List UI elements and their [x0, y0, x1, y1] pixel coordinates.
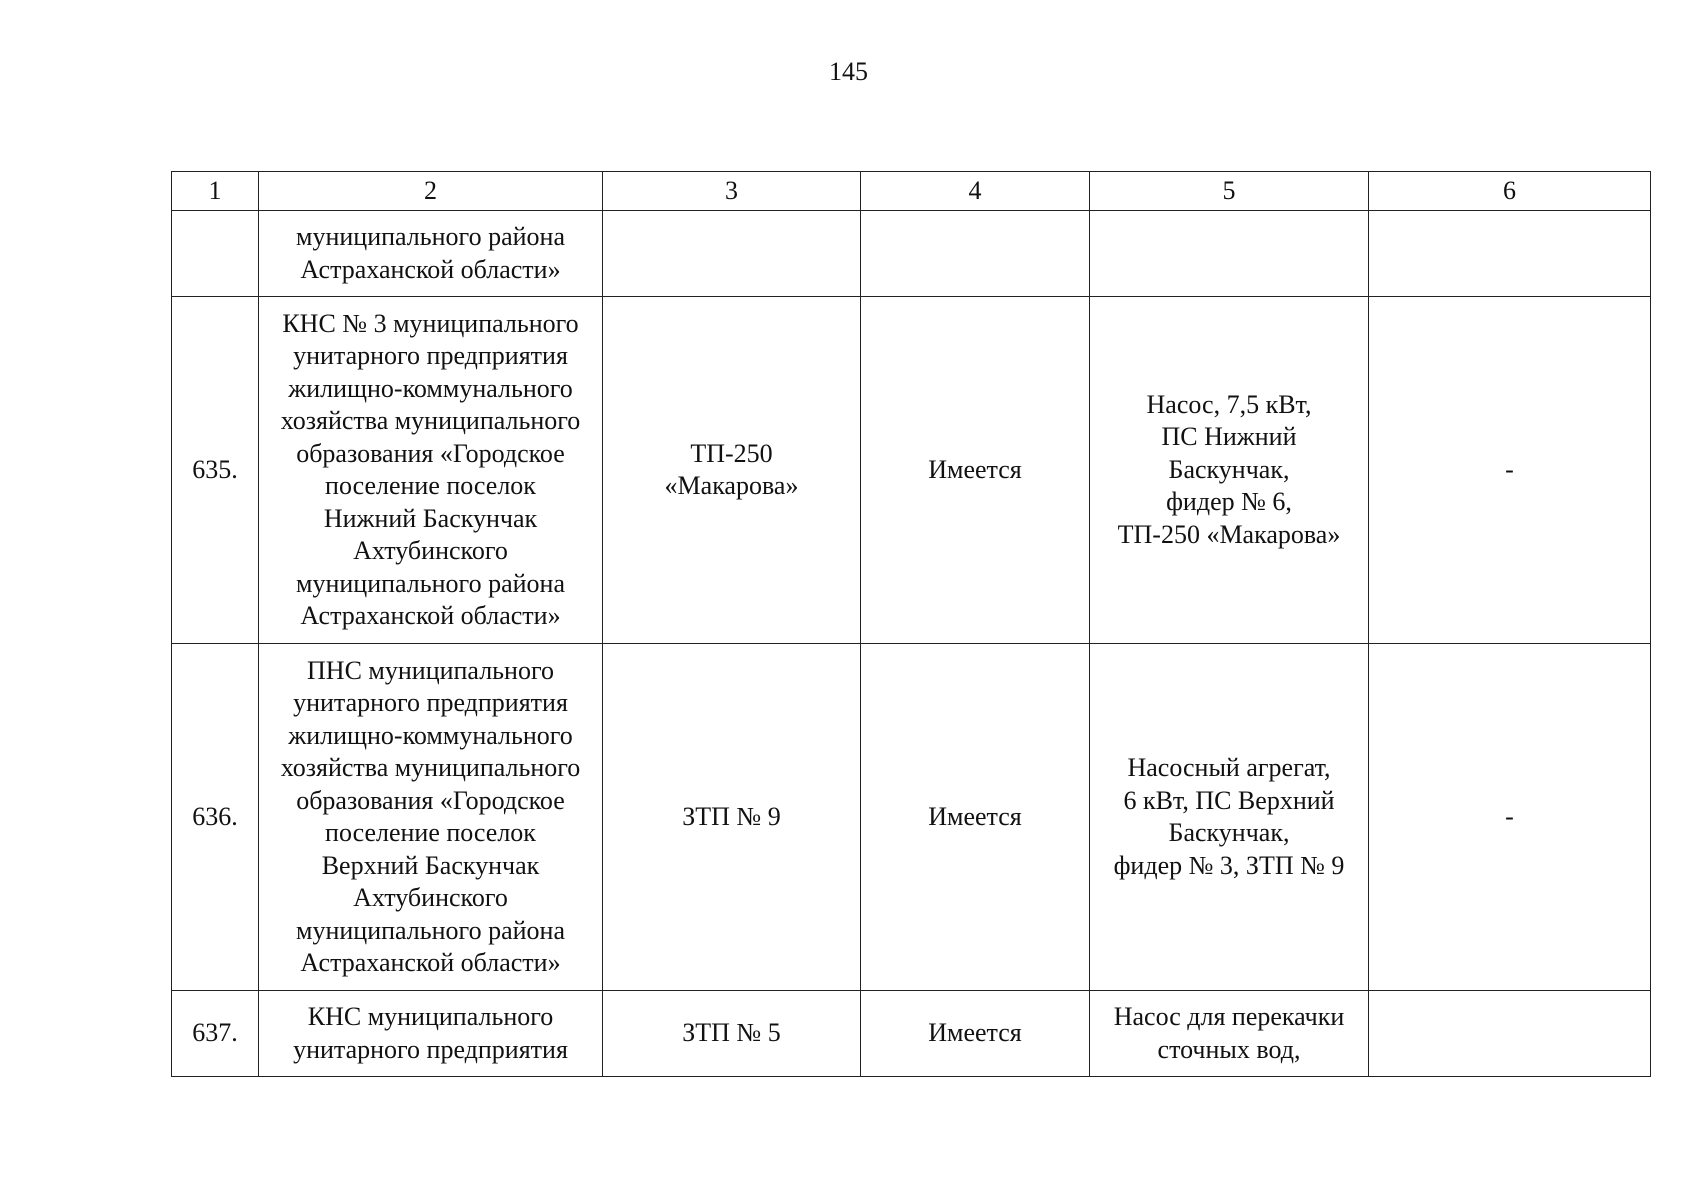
column-header: 6 [1369, 172, 1651, 211]
note-cell: - [1369, 297, 1651, 644]
status-cell [861, 211, 1090, 297]
row-number-cell: 636. [172, 644, 259, 991]
object-name-cell: муниципального района Астраханской области» [259, 211, 603, 297]
equipment-cell [1090, 211, 1369, 297]
equipment-cell: Насос для перекачки сточных вод, [1090, 991, 1369, 1077]
row-number-cell: 637. [172, 991, 259, 1077]
equipment-cell: Насосный агрегат, 6 кВт, ПС Верхний Баскунчак, фидер № 3, ЗТП № 9 [1090, 644, 1369, 991]
substation-cell: ТП-250 «Макарова» [603, 297, 861, 644]
column-header: 2 [259, 172, 603, 211]
status-cell: Имеется [861, 644, 1090, 991]
substation-cell: ЗТП № 9 [603, 644, 861, 991]
object-name-cell: ПНС муниципального унитарного предприятия жилищно-коммунального хозяйства муниципального образования «Городское поселение поселок Верхний Баскунчак Ахтубинского муниципального района Астраханской области» [259, 644, 603, 991]
column-header: 3 [603, 172, 861, 211]
note-cell: - [1369, 644, 1651, 991]
row-number-cell [172, 211, 259, 297]
object-name-cell: КНС № 3 муниципального унитарного предприятия жилищно-коммунального хозяйства муниципального образования «Городское поселение поселок Нижний Баскунчак Ахтубинского муниципального района Астраханской области» [259, 297, 603, 644]
column-header: 4 [861, 172, 1090, 211]
row-number-cell: 635. [172, 297, 259, 644]
column-header: 5 [1090, 172, 1369, 211]
table-row [172, 297, 1651, 644]
table-row [172, 211, 1651, 297]
note-cell [1369, 211, 1651, 297]
table-row [172, 644, 1651, 991]
data-table [171, 171, 1651, 1077]
table-row [172, 991, 1651, 1077]
equipment-cell: Насос, 7,5 кВт, ПС Нижний Баскунчак, фидер № 6, ТП-250 «Макарова» [1090, 297, 1369, 644]
status-cell: Имеется [861, 297, 1090, 644]
substation-cell [603, 211, 861, 297]
page-number: 145 [829, 57, 868, 86]
table-header-row [172, 172, 1651, 211]
object-name-cell: КНС муниципального унитарного предприятия [259, 991, 603, 1077]
substation-cell: ЗТП № 5 [603, 991, 861, 1077]
status-cell: Имеется [861, 991, 1090, 1077]
column-header: 1 [172, 172, 259, 211]
note-cell [1369, 991, 1651, 1077]
